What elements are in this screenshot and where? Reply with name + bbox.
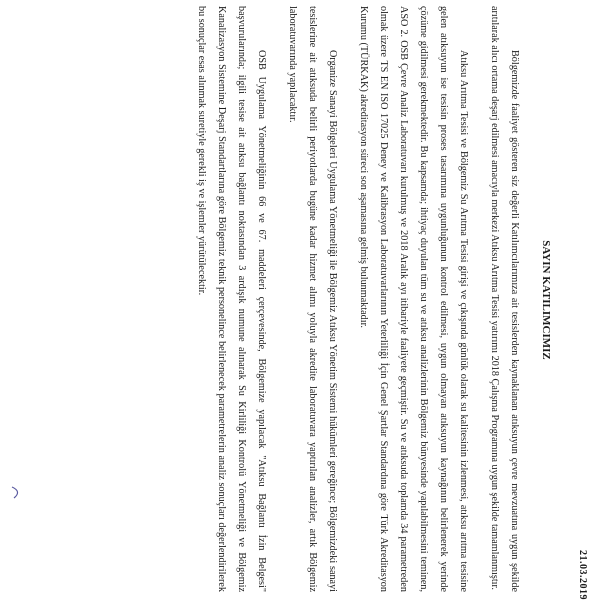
paragraph-2: Atıksu Arıtma Tesisi ve Bölgemiz Su Arıtma Tesisi girişi ve çıkışında günlük olarak su kalitesinin izlenmesi, atıksu arıtma tesisine gelen atıksuyun ise tesisin proses tasarımına uygunluğunun kontrol edilmesi, uygun olmayan atıksuyun kaynağının belirlenerek yerinde çözüme gidilmesi gerekmektedir. Bu kapsamda; ihtiyaç duyulan tüm su ve atıksu analizlerinin Bölgemiz bünyesinde yapılabilmesini teminen, ASO 2. OSB Çevre Analiz Laboratuvarı kurulmuş ve 2018 Aralık ayı itibariyle faaliyete geçmiştir. Su ve atıksuda toplamda 34 parametreden olmak üzere TS EN ISO 17025 Deney ve Kalibrasyon Laboratuvarlarının Yeterliliği İçin Genel Şartlar Standardına göre Türk Akreditasyon Kurumu (TÜRKAK) akreditasyon süreci son aşamasına gelmiş bulunmaktadır. (358, 6, 469, 592)
document-date: 21.03.2019 (577, 550, 588, 600)
paragraph-4: OSB Uygulama Yönetmeliğinin 66 ve 67. maddeleri çerçevesinde, Bölgemize yapılacak "Atıksu Bağlantı İzin Belgesi" başvurularında; ilgili tesise ait atıksu bağlantı noktasından 3 ardışık numune alınarak Su Kirliliği Kontrolü Yönetmeliği ve Bölgemiz Kanalizasyon Sistemine Deşarj Standartlarına göre Bölgemiz teknik personelince belirlenecek parametrelerin analiz sonuçları değerlendirilerek bu sonuçlar esas alınmak suretiyle gerekli iş ve işlemler yürütülecektir. (196, 6, 267, 592)
paragraph-1: Bölgemizde faaliyet gösteren siz değerli Katılımcılarımıza ait tesislerden kaynaklanan atıksuyun çevre mevzuatına uygun şekilde arıtılarak alıcı ortama deşarj edilmesi amacıyla merkezi Atıksu Arıtma Tesisi yatırımı 2018 Çalışma Programına uygun şekilde tamamlanmıştır. (489, 6, 520, 592)
pen-mark (10, 486, 20, 500)
paragraph-3: Organize Sanayi Bölgeleri Uygulama Yönetmeliği ile Bölgemiz Atıksu Yönetim Sistemi hükümleri gereğince; Bölgemizdeki sanayi tesislerine ait atıksuda belirli periyotlarda bugüne kadar hizmet alımı yoluyla akredite laboratuvara yaptırılan analizler, artık Bölgemiz laboratuvarında yapılacaktır. (287, 6, 338, 592)
document-title: SAYIN KATILIMCIMIZ (540, 240, 552, 360)
document-body (180, 6, 524, 592)
